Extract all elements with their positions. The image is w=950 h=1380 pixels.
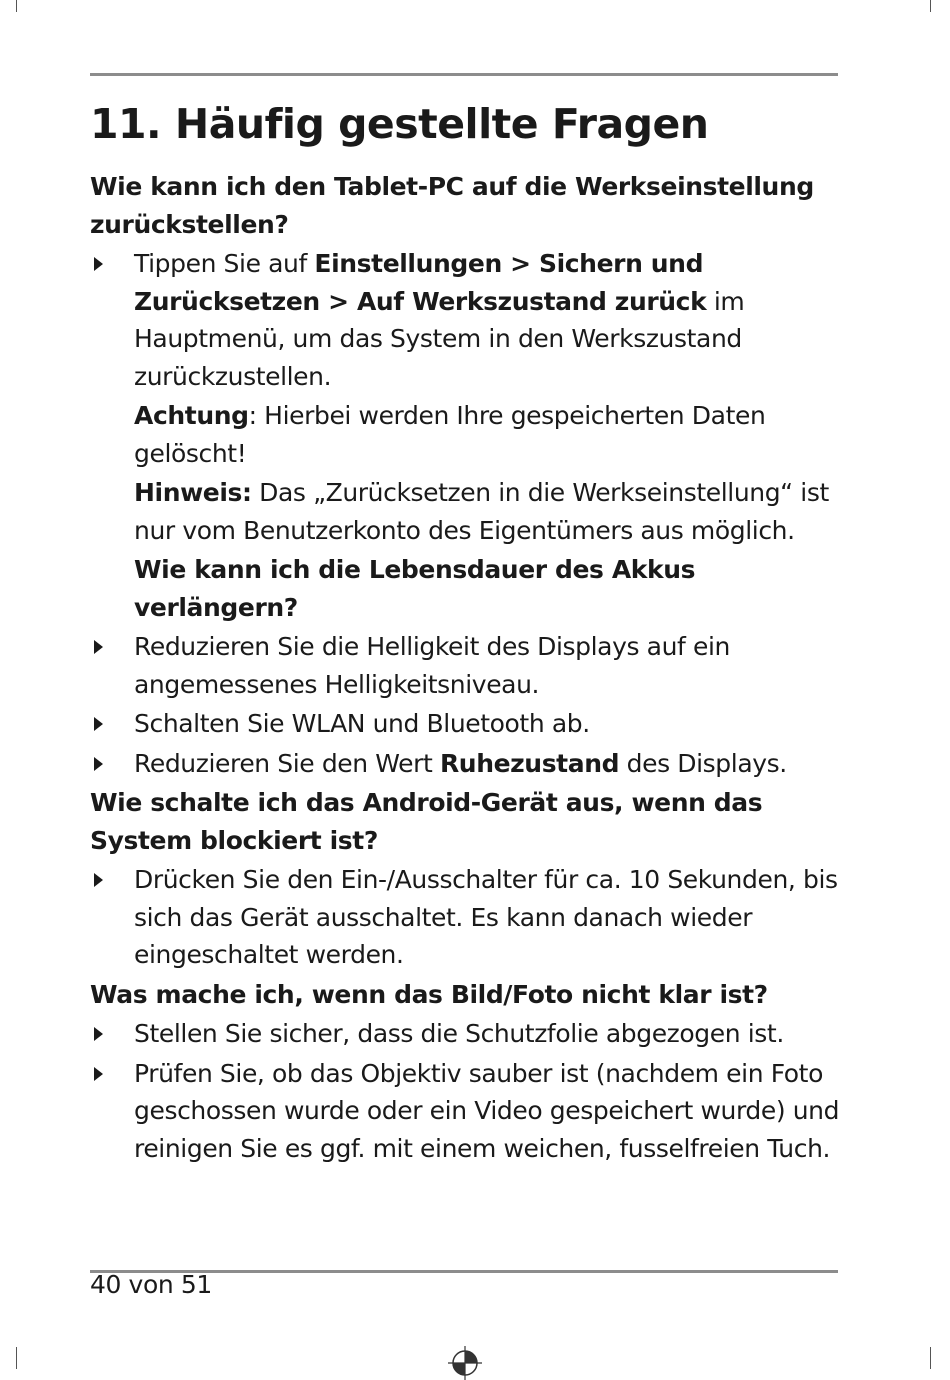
crop-mark	[930, 1347, 931, 1369]
answer-battery-3: Reduzieren Sie den Wert Ruhezustand des Displays.	[90, 745, 840, 783]
bullet-arrow-icon	[94, 873, 103, 887]
page-title: 11. Häufig gestellte Fragen	[90, 100, 709, 148]
hint-note: Hinweis: Das „Zurücksetzen in die Werkseinstellung“ ist nur vom Benutzerkonto des Eigentümers aus möglich.	[134, 478, 829, 545]
bullet-arrow-icon	[94, 1067, 103, 1081]
bullet-arrow-icon	[94, 1027, 103, 1041]
page-number: 40 von 51	[90, 1270, 212, 1299]
answer-factory-reset: Tippen Sie auf Einstellungen > Sichern und Zurücksetzen > Auf Werkszustand zurück im Hauptmenü, um das System in den Werkszustand zurückzustellen.	[90, 245, 840, 395]
answer-battery-2: Schalten Sie WLAN und Bluetooth ab.	[90, 705, 840, 743]
bullet-arrow-icon	[94, 257, 103, 271]
answer-blurry-photo-2: Prüfen Sie, ob das Objektiv sauber ist (nachdem ein Foto geschossen wurde oder ein Video gespeichert wurde) und reinigen Sie es ggf. mit einem weichen, fusselfreien Tuch.	[90, 1055, 840, 1168]
question-battery-life: Wie kann ich die Lebensdauer des Akkus verlängern?	[134, 555, 696, 622]
crop-mark	[16, 0, 17, 12]
bullet-arrow-icon	[94, 757, 103, 771]
crop-mark	[16, 1347, 17, 1369]
answer-battery-1: Reduzieren Sie die Helligkeit des Displays auf ein angemessenes Helligkeitsniveau.	[90, 628, 840, 703]
warning-note: Achtung: Hierbei werden Ihre gespeicherten Daten gelöscht!	[134, 401, 766, 468]
question-blurry-photo: Was mache ich, wenn das Bild/Foto nicht klar ist?	[90, 979, 768, 1009]
registration-mark-icon	[448, 1346, 482, 1380]
question-system-blocked: Wie schalte ich das Android-Gerät aus, wenn das System blockiert ist?	[90, 788, 763, 855]
crop-mark	[930, 0, 931, 12]
answer-system-blocked: Drücken Sie den Ein-/Ausschalter für ca. 10 Sekunden, bis sich das Gerät ausschaltet. Es kann danach wieder eingeschaltet werden.	[90, 861, 840, 974]
top-rule	[90, 73, 838, 76]
question-factory-reset: Wie kann ich den Tablet-PC auf die Werkseinstellung zurückstellen?	[90, 172, 814, 239]
answer-blurry-photo-1: Stellen Sie sicher, dass die Schutzfolie abgezogen ist.	[90, 1015, 840, 1053]
faq-content	[90, 168, 840, 1169]
bullet-arrow-icon	[94, 640, 103, 654]
bullet-arrow-icon	[94, 717, 103, 731]
